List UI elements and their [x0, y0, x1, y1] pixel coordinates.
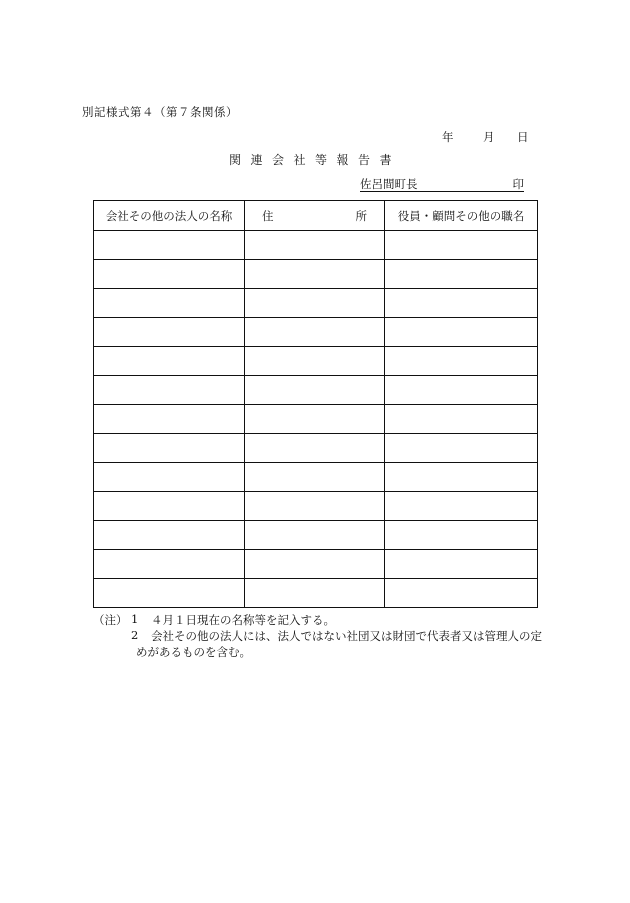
header-address-part1: 住 — [262, 208, 274, 223]
address-cell[interactable] — [245, 550, 385, 579]
company-name-cell[interactable] — [94, 521, 245, 550]
position-cell[interactable] — [385, 579, 538, 608]
position-cell[interactable] — [385, 260, 538, 289]
address-cell[interactable] — [245, 492, 385, 521]
recipient-line — [360, 176, 524, 192]
company-name-cell[interactable] — [94, 231, 245, 260]
company-name-cell[interactable] — [94, 463, 245, 492]
position-cell[interactable] — [385, 376, 538, 405]
company-name-cell[interactable] — [94, 492, 245, 521]
address-cell[interactable] — [245, 347, 385, 376]
address-cell[interactable] — [245, 521, 385, 550]
position-cell[interactable] — [385, 434, 538, 463]
seal-mark: 印 — [512, 177, 524, 191]
address-cell[interactable] — [245, 463, 385, 492]
date-year-label: 年 — [442, 130, 454, 144]
position-cell[interactable] — [385, 463, 538, 492]
date-day-label: 日 — [517, 130, 529, 144]
table-row — [94, 231, 538, 260]
table-row — [94, 521, 538, 550]
company-name-cell[interactable] — [94, 579, 245, 608]
position-cell[interactable] — [385, 318, 538, 347]
note-2-text: 会社その他の法人には、法人ではない社団又は財団で代表者又は管理人の定 — [151, 629, 542, 643]
header-address — [245, 201, 385, 231]
date-month-label: 月 — [483, 130, 495, 144]
header-company-name: 会社その他の法人の名称 — [94, 201, 245, 231]
company-name-cell[interactable] — [94, 550, 245, 579]
address-cell[interactable] — [245, 260, 385, 289]
related-company-table — [93, 200, 538, 608]
address-cell[interactable] — [245, 318, 385, 347]
header-address-part2: 所 — [355, 208, 367, 223]
table-row — [94, 376, 538, 405]
table-row — [94, 405, 538, 434]
form-number-label: 別記様式第４（第７条関係） — [82, 105, 238, 119]
table-row — [94, 579, 538, 608]
position-cell[interactable] — [385, 231, 538, 260]
address-cell[interactable] — [245, 405, 385, 434]
table-row — [94, 550, 538, 579]
position-cell[interactable] — [385, 521, 538, 550]
company-name-cell[interactable] — [94, 347, 245, 376]
document-title: 関連会社等報告書 — [229, 153, 402, 167]
company-name-cell[interactable] — [94, 405, 245, 434]
table-row — [94, 318, 538, 347]
recipient-name: 佐呂間町長 — [360, 177, 418, 191]
table-row — [94, 434, 538, 463]
note-1-number: 1 — [131, 612, 139, 626]
address-cell[interactable] — [245, 376, 385, 405]
position-cell[interactable] — [385, 289, 538, 318]
address-cell[interactable] — [245, 289, 385, 318]
address-cell[interactable] — [245, 231, 385, 260]
table-row — [94, 347, 538, 376]
address-cell[interactable] — [245, 579, 385, 608]
company-name-cell[interactable] — [94, 260, 245, 289]
company-name-cell[interactable] — [94, 434, 245, 463]
position-cell[interactable] — [385, 492, 538, 521]
position-cell[interactable] — [385, 550, 538, 579]
company-name-cell[interactable] — [94, 318, 245, 347]
note-2-number: 2 — [131, 628, 139, 642]
address-cell[interactable] — [245, 434, 385, 463]
header-position: 役員・顧問その他の職名 — [385, 201, 538, 231]
table-header-row — [94, 201, 538, 231]
table-row — [94, 492, 538, 521]
note-2-continuation: めがあるものを含む。 — [136, 645, 251, 659]
table-row — [94, 289, 538, 318]
table-body — [94, 231, 538, 608]
company-name-cell[interactable] — [94, 376, 245, 405]
position-cell[interactable] — [385, 405, 538, 434]
company-name-cell[interactable] — [94, 289, 245, 318]
notes-heading: （注） — [93, 613, 128, 627]
table-row — [94, 463, 538, 492]
note-1-text: ４月１日現在の名称等を記入する。 — [151, 613, 335, 627]
position-cell[interactable] — [385, 347, 538, 376]
table-row — [94, 260, 538, 289]
